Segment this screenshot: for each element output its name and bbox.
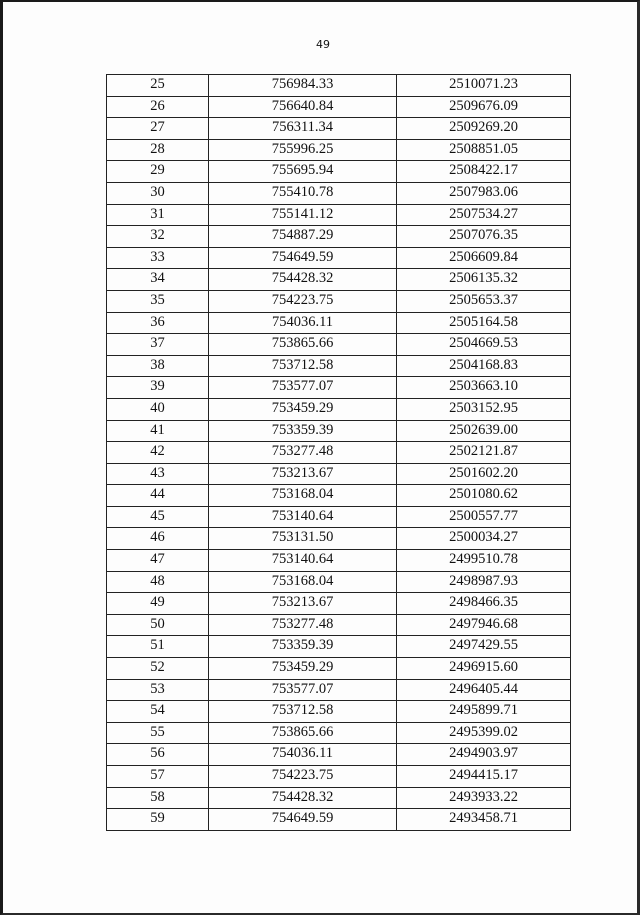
x-coordinate-cell: 756311.34 [209, 118, 397, 140]
point-number-cell: 38 [107, 355, 209, 377]
x-coordinate-cell: 756640.84 [209, 96, 397, 118]
x-coordinate-cell: 753577.07 [209, 377, 397, 399]
y-coordinate-cell: 2506609.84 [397, 247, 571, 269]
point-number-cell: 25 [107, 75, 209, 97]
point-number-cell: 43 [107, 463, 209, 485]
table-row [107, 463, 571, 485]
x-coordinate-cell: 754428.32 [209, 787, 397, 809]
x-coordinate-cell: 753213.67 [209, 593, 397, 615]
x-coordinate-cell: 755695.94 [209, 161, 397, 183]
table-row [107, 593, 571, 615]
point-number-cell: 33 [107, 247, 209, 269]
x-coordinate-cell: 754036.11 [209, 312, 397, 334]
y-coordinate-cell: 2505164.58 [397, 312, 571, 334]
x-coordinate-cell: 753359.39 [209, 420, 397, 442]
table-row [107, 355, 571, 377]
y-coordinate-cell: 2495399.02 [397, 722, 571, 744]
x-coordinate-cell: 753577.07 [209, 679, 397, 701]
table-row [107, 161, 571, 183]
y-coordinate-cell: 2509676.09 [397, 96, 571, 118]
y-coordinate-cell: 2501080.62 [397, 485, 571, 507]
y-coordinate-cell: 2510071.23 [397, 75, 571, 97]
y-coordinate-cell: 2508422.17 [397, 161, 571, 183]
point-number-cell: 28 [107, 139, 209, 161]
table-row [107, 226, 571, 248]
table-row [107, 528, 571, 550]
table-row [107, 485, 571, 507]
table-row [107, 118, 571, 140]
table-row [107, 636, 571, 658]
point-number-cell: 32 [107, 226, 209, 248]
point-number-cell: 47 [107, 550, 209, 572]
x-coordinate-cell: 753140.64 [209, 550, 397, 572]
table-row [107, 420, 571, 442]
x-coordinate-cell: 754223.75 [209, 290, 397, 312]
point-number-cell: 49 [107, 593, 209, 615]
point-number-cell: 34 [107, 269, 209, 291]
x-coordinate-cell: 753359.39 [209, 636, 397, 658]
x-coordinate-cell: 753712.58 [209, 701, 397, 723]
point-number-cell: 46 [107, 528, 209, 550]
y-coordinate-cell: 2498987.93 [397, 571, 571, 593]
y-coordinate-cell: 2501602.20 [397, 463, 571, 485]
point-number-cell: 40 [107, 398, 209, 420]
x-coordinate-cell: 753140.64 [209, 506, 397, 528]
table-row [107, 571, 571, 593]
table-row [107, 701, 571, 723]
x-coordinate-cell: 754428.32 [209, 269, 397, 291]
y-coordinate-cell: 2496405.44 [397, 679, 571, 701]
point-number-cell: 53 [107, 679, 209, 701]
table-row [107, 442, 571, 464]
coordinates-table-body [107, 75, 571, 831]
y-coordinate-cell: 2506135.32 [397, 269, 571, 291]
x-coordinate-cell: 753277.48 [209, 614, 397, 636]
y-coordinate-cell: 2499510.78 [397, 550, 571, 572]
y-coordinate-cell: 2493458.71 [397, 809, 571, 831]
x-coordinate-cell: 753131.50 [209, 528, 397, 550]
point-number-cell: 29 [107, 161, 209, 183]
point-number-cell: 58 [107, 787, 209, 809]
y-coordinate-cell: 2504669.53 [397, 334, 571, 356]
table-row [107, 809, 571, 831]
coordinates-table [106, 74, 571, 831]
y-coordinate-cell: 2498466.35 [397, 593, 571, 615]
page-number: 49 [316, 38, 330, 51]
point-number-cell: 36 [107, 312, 209, 334]
y-coordinate-cell: 2502121.87 [397, 442, 571, 464]
point-number-cell: 51 [107, 636, 209, 658]
y-coordinate-cell: 2509269.20 [397, 118, 571, 140]
y-coordinate-cell: 2494415.17 [397, 766, 571, 788]
y-coordinate-cell: 2504168.83 [397, 355, 571, 377]
y-coordinate-cell: 2503152.95 [397, 398, 571, 420]
point-number-cell: 26 [107, 96, 209, 118]
x-coordinate-cell: 755410.78 [209, 182, 397, 204]
y-coordinate-cell: 2507534.27 [397, 204, 571, 226]
table-row [107, 182, 571, 204]
table-row [107, 269, 571, 291]
point-number-cell: 27 [107, 118, 209, 140]
table-row [107, 744, 571, 766]
table-row [107, 506, 571, 528]
x-coordinate-cell: 753168.04 [209, 571, 397, 593]
point-number-cell: 50 [107, 614, 209, 636]
table-row [107, 334, 571, 356]
table-row [107, 96, 571, 118]
table-row [107, 658, 571, 680]
table-row [107, 787, 571, 809]
point-number-cell: 35 [107, 290, 209, 312]
point-number-cell: 56 [107, 744, 209, 766]
table-row [107, 75, 571, 97]
table-row [107, 398, 571, 420]
table-row [107, 679, 571, 701]
x-coordinate-cell: 753865.66 [209, 334, 397, 356]
y-coordinate-cell: 2494903.97 [397, 744, 571, 766]
x-coordinate-cell: 753168.04 [209, 485, 397, 507]
x-coordinate-cell: 753277.48 [209, 442, 397, 464]
table-row [107, 247, 571, 269]
point-number-cell: 45 [107, 506, 209, 528]
x-coordinate-cell: 754223.75 [209, 766, 397, 788]
x-coordinate-cell: 753712.58 [209, 355, 397, 377]
point-number-cell: 37 [107, 334, 209, 356]
point-number-cell: 42 [107, 442, 209, 464]
point-number-cell: 41 [107, 420, 209, 442]
point-number-cell: 55 [107, 722, 209, 744]
table-row [107, 139, 571, 161]
y-coordinate-cell: 2505653.37 [397, 290, 571, 312]
y-coordinate-cell: 2493933.22 [397, 787, 571, 809]
x-coordinate-cell: 754036.11 [209, 744, 397, 766]
point-number-cell: 59 [107, 809, 209, 831]
x-coordinate-cell: 754649.59 [209, 247, 397, 269]
x-coordinate-cell: 753459.29 [209, 658, 397, 680]
x-coordinate-cell: 753213.67 [209, 463, 397, 485]
y-coordinate-cell: 2508851.05 [397, 139, 571, 161]
y-coordinate-cell: 2500034.27 [397, 528, 571, 550]
y-coordinate-cell: 2497429.55 [397, 636, 571, 658]
x-coordinate-cell: 753459.29 [209, 398, 397, 420]
y-coordinate-cell: 2500557.77 [397, 506, 571, 528]
y-coordinate-cell: 2495899.71 [397, 701, 571, 723]
x-coordinate-cell: 754649.59 [209, 809, 397, 831]
y-coordinate-cell: 2503663.10 [397, 377, 571, 399]
table-row [107, 290, 571, 312]
y-coordinate-cell: 2497946.68 [397, 614, 571, 636]
table-row [107, 614, 571, 636]
point-number-cell: 39 [107, 377, 209, 399]
x-coordinate-cell: 755996.25 [209, 139, 397, 161]
point-number-cell: 31 [107, 204, 209, 226]
x-coordinate-cell: 756984.33 [209, 75, 397, 97]
point-number-cell: 44 [107, 485, 209, 507]
table-row [107, 550, 571, 572]
point-number-cell: 57 [107, 766, 209, 788]
point-number-cell: 48 [107, 571, 209, 593]
table-row [107, 377, 571, 399]
point-number-cell: 30 [107, 182, 209, 204]
y-coordinate-cell: 2507983.06 [397, 182, 571, 204]
table-row [107, 204, 571, 226]
table-row [107, 722, 571, 744]
x-coordinate-cell: 753865.66 [209, 722, 397, 744]
table-row [107, 312, 571, 334]
y-coordinate-cell: 2507076.35 [397, 226, 571, 248]
point-number-cell: 52 [107, 658, 209, 680]
y-coordinate-cell: 2496915.60 [397, 658, 571, 680]
table-row [107, 766, 571, 788]
x-coordinate-cell: 754887.29 [209, 226, 397, 248]
y-coordinate-cell: 2502639.00 [397, 420, 571, 442]
point-number-cell: 54 [107, 701, 209, 723]
x-coordinate-cell: 755141.12 [209, 204, 397, 226]
